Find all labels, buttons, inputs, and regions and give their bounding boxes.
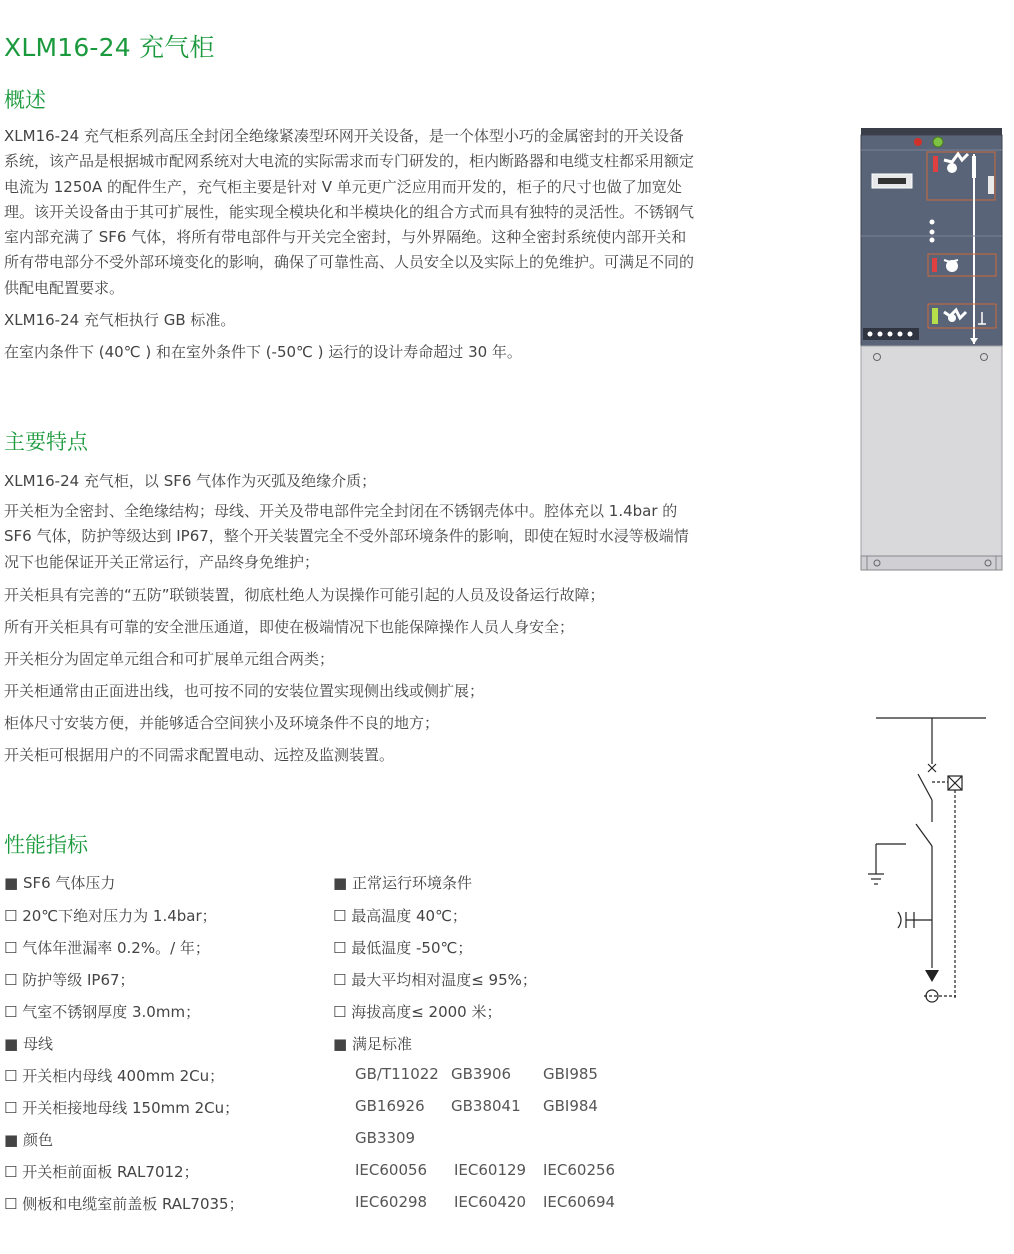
performance-heading: 性能指标 [4,833,88,857]
overview-paragraph: XLM16-24 充气柜系列高压全封闭全绝缘紧凑型环网开关设备，是一个体型小巧的金属密封的开关设备系统，该产品是根据城市配网系统对大电流的实际需求而专门研发的，柜内断路器和电缆支柱都采用额定电流为 1250A 的配件生产，充气柜主要是针对 V 单元更广泛应用而开发的，柜子的尺寸也做了加宽处理。该开关设备由于其可扩展性，能实现全模块化和半模块化的组合方式而具有独特的灵活性。不锈钢气室内部充满了 SF6 气体，将所有带电部件与开关完全密封，与外界隔绝。这种全密封系统使内部开关和所有带电部分不受外部环境变化的影响，确保了可靠性高、人员安全以及实际上的免维护。可满足不同的供配电配置要求。 [4,127,695,297]
single-line-diagram [862,712,992,1012]
spec-left-item: ☐ 防护等级 IP67； [4,971,135,989]
standard-code: GB/T11022 [355,1065,439,1083]
spec-left-item: ☐ 开关柜内母线 400mm 2Cu； [4,1067,225,1085]
spec-left-item: ☐ 气体年泄漏率 0.2%。/ 年； [4,939,210,957]
spec-left-item: ☐ 开关柜接地母线 150mm 2Cu； [4,1099,240,1117]
standard-code: IEC60129 [454,1161,527,1179]
standard-code: GBI984 [543,1097,598,1115]
standard-code: IEC60694 [543,1193,616,1211]
spec-left-item: ■ 颜色 [4,1131,53,1149]
feature-item: 柜体尺寸安装方便，并能够适合空间狭小及环境条件不良的地方； [4,714,440,732]
features-heading: 主要特点 [4,430,88,454]
indicator-green-icon [933,137,943,147]
spec-right-item: ☐ 最低温度 -50℃； [333,939,473,957]
page-title: XLM16-24 充气柜 [4,33,215,62]
overview-lifetime-line: 在室内条件下 (40℃ ) 和在室外条件下 (-50℃ ) 运行的设计寿命超过 30 年。 [4,343,522,361]
overview-standard-line: XLM16-24 充气柜执行 GB 标准。 [4,311,236,329]
cabinet-illustration [858,126,1006,576]
standard-code: IEC60298 [355,1193,428,1211]
spec-right-item: ■ 满足标准 [333,1035,412,1053]
feature-item: 开关柜分为固定单元组合和可扩展单元组合两类； [4,650,335,668]
standard-code: GBI985 [543,1065,598,1083]
standard-code: GB16926 [355,1097,425,1115]
feature-item: 开关柜具有完善的“五防”联锁装置，彻底杜绝人为误操作可能引起的人员及设备运行故障； [4,586,605,604]
spec-right-item: ☐ 最高温度 40℃； [333,907,467,925]
spec-right-item: ☐ 最大平均相对温度≤ 95%； [333,971,537,989]
standard-code: IEC60056 [355,1161,428,1179]
standard-code: IEC60256 [543,1161,616,1179]
spec-right-item: ■ 正常运行环境条件 [333,874,472,892]
standard-code: GB3906 [451,1065,512,1083]
feature-item: 开关柜为全密封、全绝缘结构；母线、开关及带电部件完全封闭在不锈钢壳体中。腔体充以 1.4bar 的 SF6 气体，防护等级达到 IP67，整个开关装置完全不受外部环境条件的影响，即使在短时水浸等极端情况下也能保证开关正常运行，产品终身免维护； [4,502,689,571]
spec-left-item: ☐ 侧板和电缆室前盖板 RAL7035； [4,1195,244,1213]
spec-left-item: ☐ 开关柜前面板 RAL7012； [4,1163,199,1181]
standard-code: GB3309 [355,1129,416,1147]
feature-item: 开关柜可根据用户的不同需求配置电动、远控及监测装置。 [4,746,395,764]
spec-left-item: ☐ 20℃下绝对压力为 1.4bar； [4,907,217,925]
indicator-red-icon [914,138,922,146]
spec-right-item: ☐ 海拔高度≤ 2000 米； [333,1003,502,1021]
feature-item: 所有开关柜具有可靠的安全泄压通道，即使在极端情况下也能保障操作人员人身安全； [4,618,575,636]
spec-left-item: ■ SF6 气体压力 [4,874,116,892]
spec-left-item: ☐ 气室不锈钢厚度 3.0mm； [4,1003,201,1021]
cable-compartment-door [861,346,1002,556]
standard-code: IEC60420 [454,1193,527,1211]
overview-heading: 概述 [4,88,46,112]
spec-left-item: ■ 母线 [4,1035,53,1053]
standard-code: GB38041 [451,1097,521,1115]
feature-item: XLM16-24 充气柜，以 SF6 气体作为灭弧及绝缘介质； [4,472,377,490]
feature-item: 开关柜通常由正面进出线，也可按不同的安装位置实现侧出线或侧扩展； [4,682,485,700]
